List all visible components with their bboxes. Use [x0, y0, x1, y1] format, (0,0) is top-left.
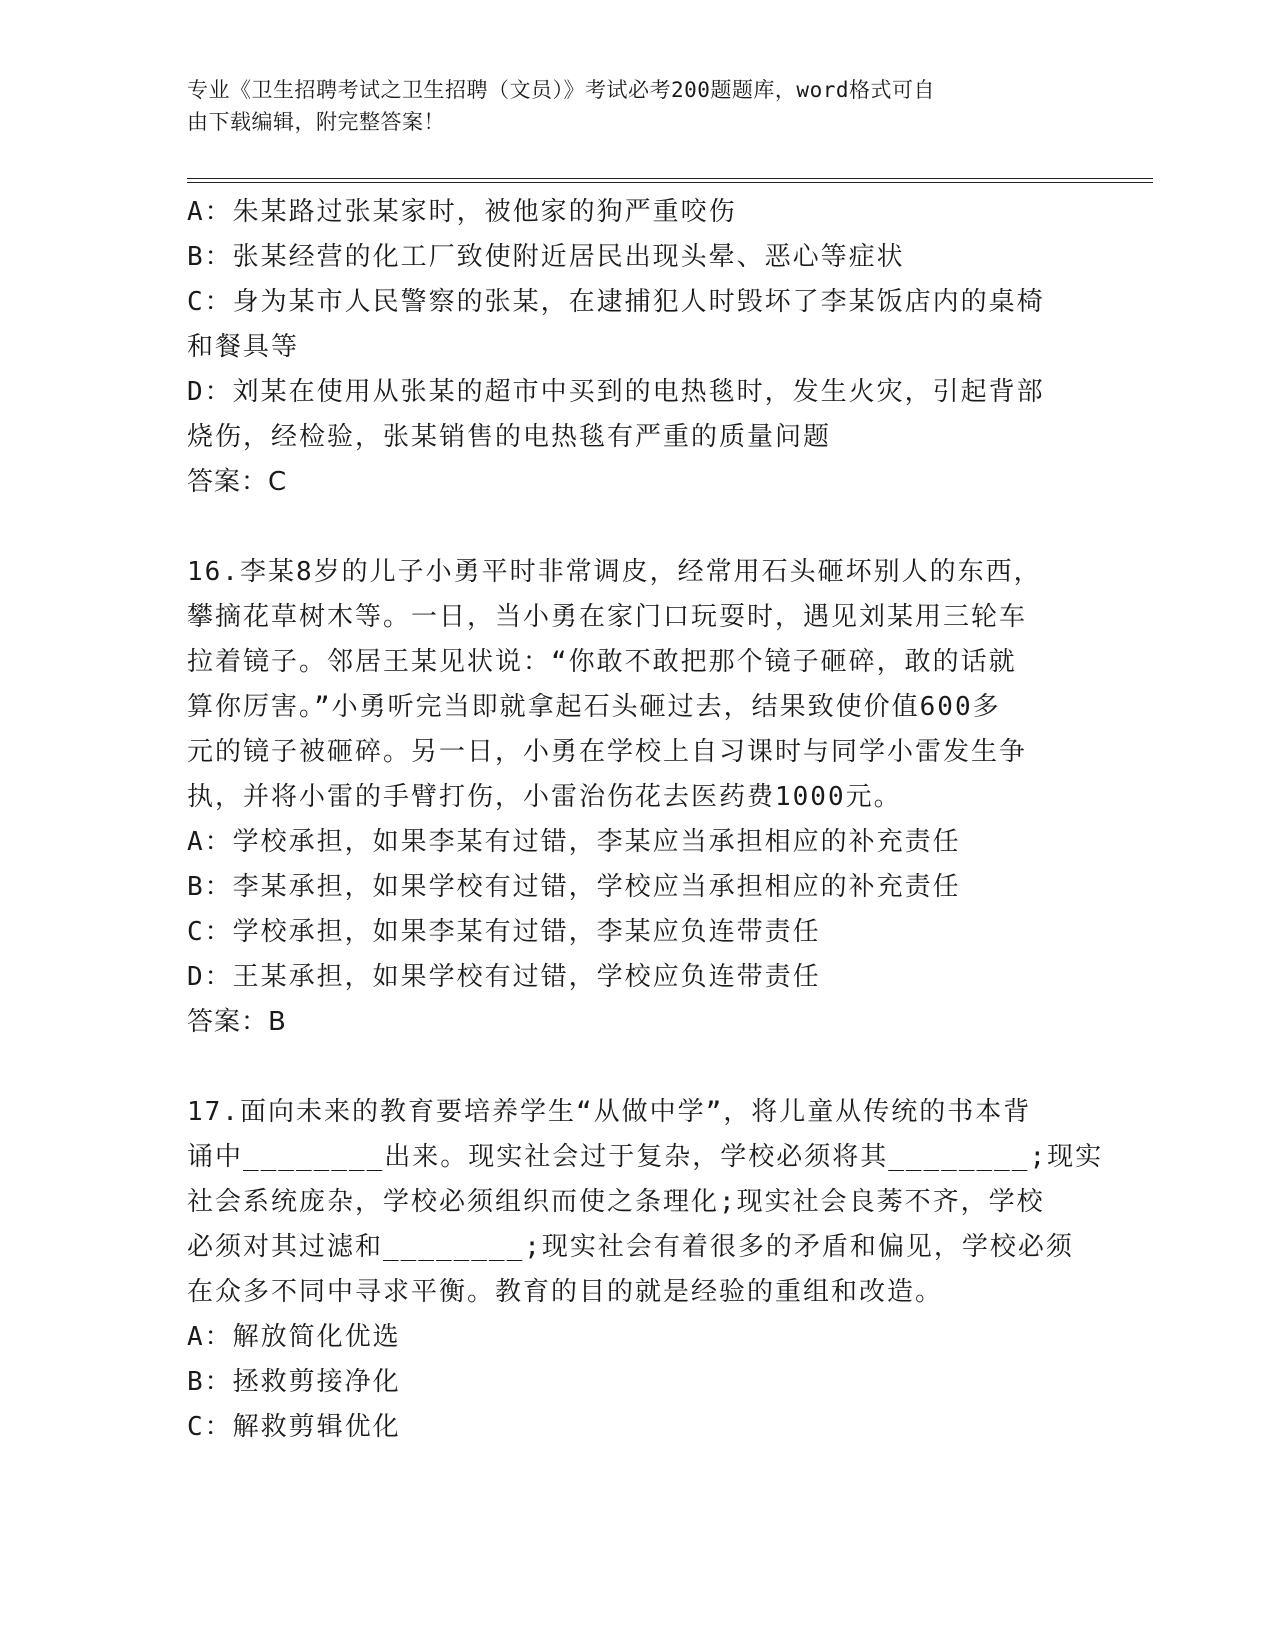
header-divider: [187, 178, 1153, 183]
option-d-cont: 烧伤，经检验，张某销售的电热毯有严重的质量问题: [187, 422, 832, 452]
title-line-2: 由下载编辑，附完整答案！: [187, 110, 445, 134]
question-stem-line: 社会系统庞杂，学校必须组织而使之条理化;现实社会良莠不齐，学校: [187, 1187, 1045, 1217]
question-16: [187, 550, 1087, 1045]
option-d: D：王某承担，如果学校有过错，学校应负连带责任: [187, 962, 821, 992]
answer: 答案：C: [187, 467, 288, 497]
option-d: D：刘某在使用从张某的超市中买到的电热毯时，发生火灾，引起背部: [187, 377, 1045, 407]
spacer: [187, 1045, 1087, 1090]
option-a: A：解放简化优选: [187, 1322, 401, 1352]
question-stem-line: 17.面向未来的教育要培养学生“从做中学”，将儿童从传统的书本背: [187, 1097, 1032, 1127]
question-stem-line: 16.李某8岁的儿子小勇平时非常调皮，经常用石头砸坏别人的东西，: [187, 557, 1042, 587]
title-line-1: 专业《卫生招聘考试之卫生招聘（文员）》考试必考200题题库，word格式可自: [187, 78, 935, 102]
question-stem-line: 在众多不同中寻求平衡。教育的目的就是经验的重组和改造。: [187, 1277, 944, 1307]
question-stem-line: 执，并将小雷的手臂打伤，小雷治伤花去医药费1000元。: [187, 782, 902, 812]
document-header: [187, 74, 1087, 138]
option-a: A：朱某路过张某家时，被他家的狗严重咬伤: [187, 197, 737, 227]
question-stem-line: 必须对其过滤和________;现实社会有着很多的矛盾和偏见，学校必须: [187, 1232, 1074, 1262]
question-stem-line: 攀摘花草树木等。一日，当小勇在家门口玩耍时，遇见刘某用三轮车: [187, 602, 1028, 632]
option-a: A：学校承担，如果李某有过错，李某应当承担相应的补充责任: [187, 827, 961, 857]
question-17: [187, 1090, 1104, 1450]
document-title: [187, 74, 1067, 138]
spacer: [187, 505, 1087, 550]
option-c: C：身为某市人民警察的张某，在逮捕犯人时毁坏了李某饭店内的桌椅: [187, 287, 1045, 317]
option-b: B：张某经营的化工厂致使附近居民出现头晕、恶心等症状: [187, 242, 905, 272]
document-body: [187, 190, 1104, 1450]
question-stem-line: 拉着镜子。邻居王某见状说：“你敢不敢把那个镜子砸碎，敢的话就: [187, 647, 1017, 677]
question-stem-line: 算你厉害。”小勇听完当即就拿起石头砸过去，结果致使价值600多: [187, 692, 1001, 722]
option-b: B：拯救剪接净化: [187, 1367, 401, 1397]
option-b: B：李某承担，如果学校有过错，学校应当承担相应的补充责任: [187, 872, 961, 902]
option-c: C：学校承担，如果李某有过错，李某应负连带责任: [187, 917, 821, 947]
option-c-cont: 和餐具等: [187, 332, 300, 362]
answer: 答案：B: [187, 1007, 287, 1037]
question-stem-line: 元的镜子被砸碎。另一日，小勇在学校上自习课时与同学小雷发生争: [187, 737, 1028, 767]
question-stem-line: 诵中________出来。现实社会过于复杂，学校必须将其________;现实: [187, 1142, 1104, 1172]
option-c: C：解救剪辑优化: [187, 1412, 401, 1442]
question-15: [187, 190, 1087, 505]
